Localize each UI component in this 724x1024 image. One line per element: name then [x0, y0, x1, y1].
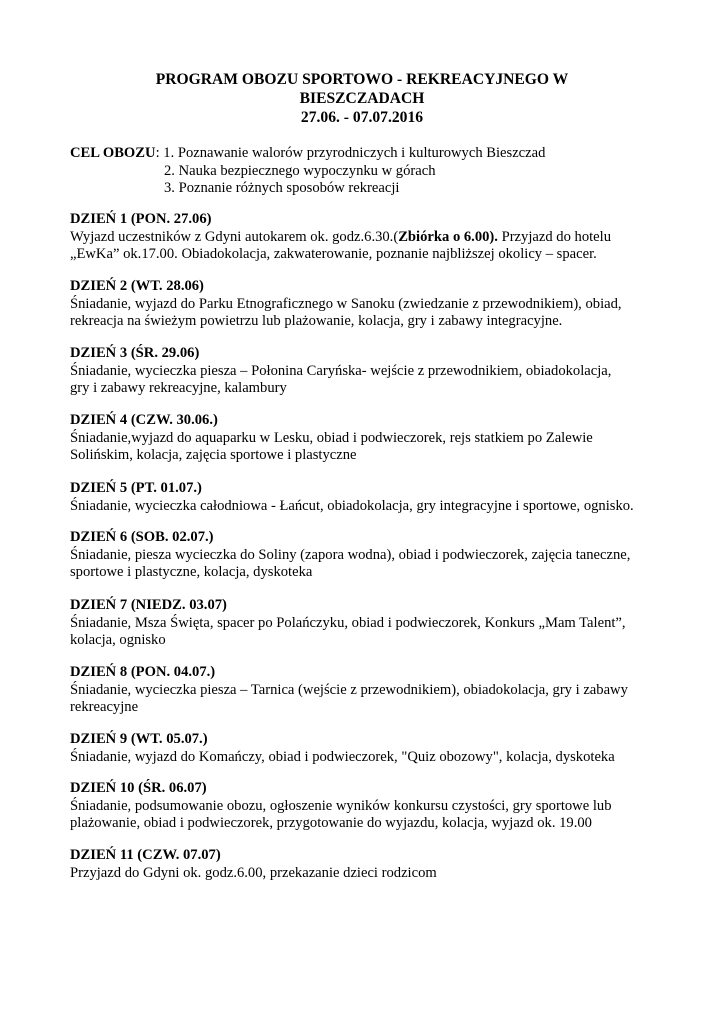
goal-item: 1. Poznawanie walorów przyrodniczych i kulturowych Bieszczad [163, 145, 546, 161]
goal-row-3 [70, 180, 670, 198]
camp-goals [70, 145, 670, 198]
day-section-9 [70, 731, 670, 766]
day-heading: DZIEŃ 4 (CZW. 30.06.) [70, 412, 218, 428]
day-text-line [70, 229, 670, 247]
day-text-line: „EwKa” ok.17.00. Obiadokolacja, zakwaterowanie, poznanie najbliższej okolicy – spacer. [70, 246, 597, 262]
day-text-line: Śniadanie, wycieczka piesza – Tarnica (wejście z przewodnikiem), obiadokolacja, gry i zabawy [70, 681, 628, 698]
day-section-1 [70, 211, 670, 264]
day-text-line: kolacja, ognisko [70, 632, 166, 648]
day-text-line: Śniadanie,wyjazd do aquaparku w Lesku, obiad i podwieczorek, rejs statkiem po Zalewie [70, 429, 593, 446]
day-text-line: rekreacyjne [70, 699, 139, 715]
document-title [60, 70, 664, 127]
day-text-line: rekreacja na świeżym powietrzu lub plażowanie, kolacja, gry i zabawy integracyjne. [70, 313, 563, 329]
day-text-line: Śniadanie, piesza wycieczka do Soliny (zapora wodna), obiad i podwieczorek, zajęcia taneczne, [70, 546, 631, 563]
day-heading: DZIEŃ 8 (PON. 04.07.) [70, 664, 216, 680]
day-section-11 [70, 847, 670, 882]
day-section-6 [70, 529, 670, 582]
day-section-10 [70, 780, 670, 833]
day-text-bold: Zbiórka o 6.00). [398, 228, 498, 245]
day-heading: DZIEŃ 11 (CZW. 07.07) [70, 847, 221, 863]
day-text-line: Solińskim, kolacja, zajęcia sportowe i plastyczne [70, 447, 357, 463]
day-text-line: gry i zabawy rekreacyjne, kalambury [70, 380, 287, 396]
day-heading: DZIEŃ 9 (WT. 05.07.) [70, 731, 208, 747]
goal-row-1 [70, 145, 670, 163]
goal-item: 3. Poznanie różnych sposobów rekreacji [164, 180, 400, 196]
day-text-line: Śniadanie, wyjazd do Parku Etnograficznego w Sanoku (zwiedzanie z przewodnikiem), obiad, [70, 295, 622, 312]
day-text-line: plażowanie, obiad i podwieczorek, przygotowanie do wyjazdu, kolacja, wyjazd ok. 19.00 [70, 815, 592, 831]
title-dates: 27.06. - 07.07.2016 [300, 109, 424, 126]
day-section-3 [70, 345, 670, 398]
day-text-line: Śniadanie, wyjazd do Komańczy, obiad i podwieczorek, "Quiz obozowy", kolacja, dyskoteka [70, 748, 615, 765]
day-heading: DZIEŃ 10 (ŚR. 06.07) [70, 780, 207, 796]
title-line-1: PROGRAM OBOZU SPORTOWO - REKREACYJNEGO W [155, 71, 569, 88]
goals-label: CEL OBOZU [70, 145, 156, 161]
day-text-line: Śniadanie, wycieczka całodniowa - Łańcut, obiadokolacja, gry integracyjne i sportowe, ognisko. [70, 497, 634, 514]
day-heading: DZIEŃ 2 (WT. 28.06) [70, 278, 204, 294]
goals-colon: : [155, 145, 164, 161]
day-section-5 [70, 480, 670, 515]
day-section-4 [70, 412, 670, 465]
title-line-2: BIESZCZADACH [299, 90, 425, 107]
goal-row-2 [70, 163, 670, 181]
day-section-7 [70, 597, 670, 650]
day-heading: DZIEŃ 1 (PON. 27.06) [70, 211, 212, 227]
day-heading: DZIEŃ 5 (PT. 01.07.) [70, 480, 202, 496]
day-section-2 [70, 278, 670, 331]
day-heading: DZIEŃ 7 (NIEDZ. 03.07) [70, 597, 227, 613]
day-text-line: Przyjazd do Gdyni ok. godz.6.00, przekazanie dzieci rodzicom [70, 864, 437, 881]
day-text-segment: Przyjazd do hotelu [497, 228, 612, 245]
day-section-8 [70, 664, 670, 717]
day-heading: DZIEŃ 3 (ŚR. 29.06) [70, 345, 200, 361]
day-text-line: sportowe i plastyczne, kolacja, dyskoteka [70, 564, 313, 580]
day-text-line: Śniadanie, wycieczka piesza – Połonina Caryńska- wejście z przewodnikiem, obiadokolacja, [70, 362, 612, 379]
day-text-line: Śniadanie, podsumowanie obozu, ogłoszenie wyników konkursu czystości, gry sportowe lub [70, 797, 612, 814]
day-text-segment: Wyjazd uczestników z Gdyni autokarem ok. godz.6.30.( [70, 228, 399, 245]
goal-item: 2. Nauka bezpiecznego wypoczynku w górach [164, 162, 436, 179]
day-heading: DZIEŃ 6 (SOB. 02.07.) [70, 529, 214, 545]
day-text-line: Śniadanie, Msza Święta, spacer po Polańczyku, obiad i podwieczorek, Konkurs „Mam Talent”, [70, 614, 626, 631]
